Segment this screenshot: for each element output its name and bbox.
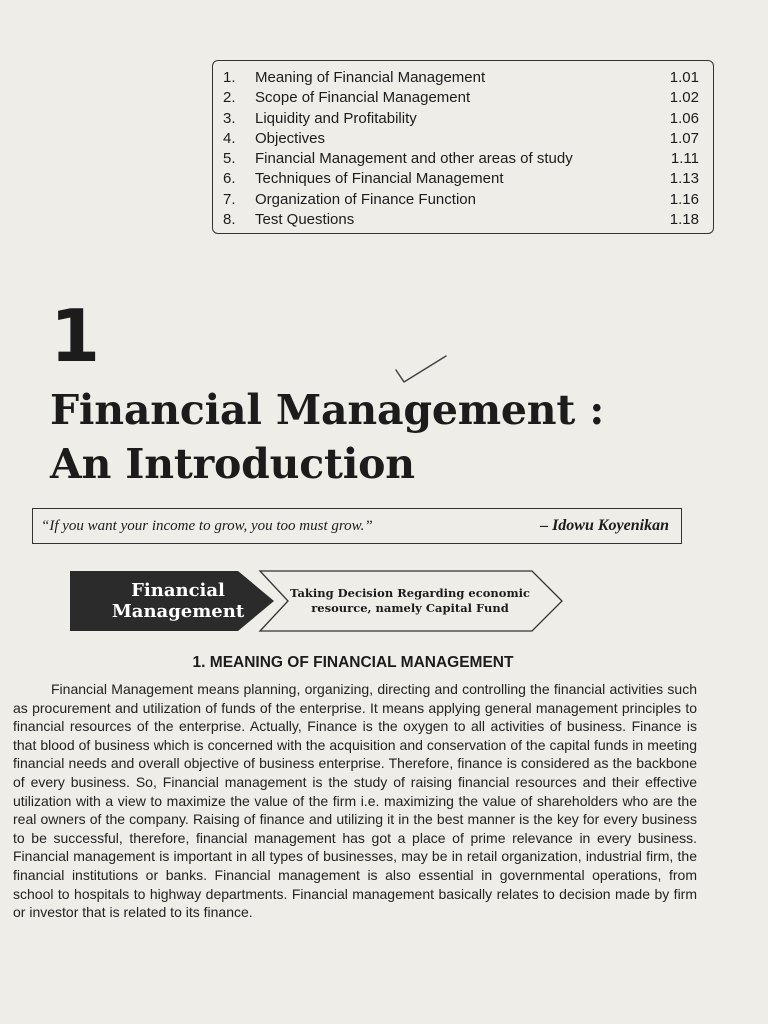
banner-left-line-1: Financial [131, 580, 225, 601]
section-heading: 1. MEANING OF FINANCIAL MANAGEMENT [192, 654, 514, 671]
toc-item [223, 169, 699, 189]
toc-item-title: Organization of Finance Function [255, 190, 476, 208]
toc-item [223, 149, 699, 169]
quote-text: “If you want your income to grow, you too must grow.” [41, 517, 373, 534]
toc-item [223, 88, 699, 108]
toc-item-page: 1.11 [670, 150, 699, 168]
chapter-number: 1 [50, 294, 101, 378]
toc-item [223, 68, 699, 88]
quote-author: – Idowu Koyenikan [540, 517, 669, 534]
chapter-title-line-2: An Introduction [50, 440, 415, 488]
banner-label-right [278, 586, 542, 616]
banner-right-line-1: Taking Decision Regarding economic [290, 586, 530, 600]
toc-item-number: 6. [223, 170, 236, 188]
chapter-title-line-1: Financial Management : [50, 386, 605, 434]
banner-left-line-2: Management [111, 601, 245, 622]
toc-item-page: 1.18 [669, 211, 699, 229]
toc-item-title: Techniques of Financial Management [255, 170, 504, 188]
toc-item-page: 1.06 [669, 109, 699, 127]
toc-item-number: 5. [223, 150, 236, 168]
toc-item-number: 8. [223, 211, 236, 229]
banner-right-line-2: resource, namely Capital Fund [311, 601, 509, 615]
toc-item [223, 109, 699, 129]
toc-item-title: Liquidity and Profitability [255, 109, 417, 127]
toc-item [223, 129, 699, 149]
toc-item-page: 1.13 [669, 170, 699, 188]
toc-item-number: 3. [223, 109, 236, 127]
quote-box [32, 508, 682, 544]
check-mark-icon [392, 350, 452, 386]
toc-item [223, 210, 699, 230]
chapter-title [50, 383, 604, 491]
table-of-contents [212, 60, 714, 234]
section-body-paragraph: Financial Management means planning, organizing, directing and controlling the financial activities such as procurement and utilization of funds of the enterprise. It means applying general management principles to financial resources of the enterprise. Actually, Finance is the oxygen to all activities of business. Finance is that blood of business which is concerned with the acquisition and conservation of the capital funds in meeting financial needs and overall objective of business enterprise. Therefore, finance is considered as the backbone of every business. So, Financial management is the study of raising financial resources and their effective utilization with a view to maximize the value of the firm i.e. maximizing the value of shareholders who are the real owners of the company. Raising of finance and utilizing it in the best manner is the key for every business to be successful, therefore, financial management has got a place of prime relevance in every business. Financial management is important in all types of businesses, may be in retail organization, industrial firm, the financial institutions or banks. Financial management is also essential in governmental operations, from school to hospitals to highway departments. Financial management basically relates to decision made by firm or investor that is related to its finance. [13, 681, 697, 921]
toc-item-page: 1.02 [669, 89, 699, 107]
toc-item-page: 1.16 [669, 190, 699, 208]
concept-banner [70, 570, 570, 632]
banner-label-left [98, 580, 258, 622]
toc-item-number: 4. [223, 129, 236, 147]
toc-item-title: Scope of Financial Management [255, 89, 471, 107]
toc-item-title: Financial Management and other areas of study [255, 150, 573, 168]
toc-item-number: 2. [223, 89, 236, 107]
toc-item-number: 1. [223, 69, 236, 86]
toc-item-title: Objectives [255, 129, 326, 147]
toc-item-page: 1.01 [669, 69, 699, 86]
toc-item-title: Meaning of Financial Management [255, 69, 486, 86]
toc-item [223, 190, 699, 210]
toc-item-title: Test Questions [255, 211, 355, 229]
toc-item-number: 7. [223, 190, 236, 208]
toc-item-page: 1.07 [669, 129, 699, 147]
